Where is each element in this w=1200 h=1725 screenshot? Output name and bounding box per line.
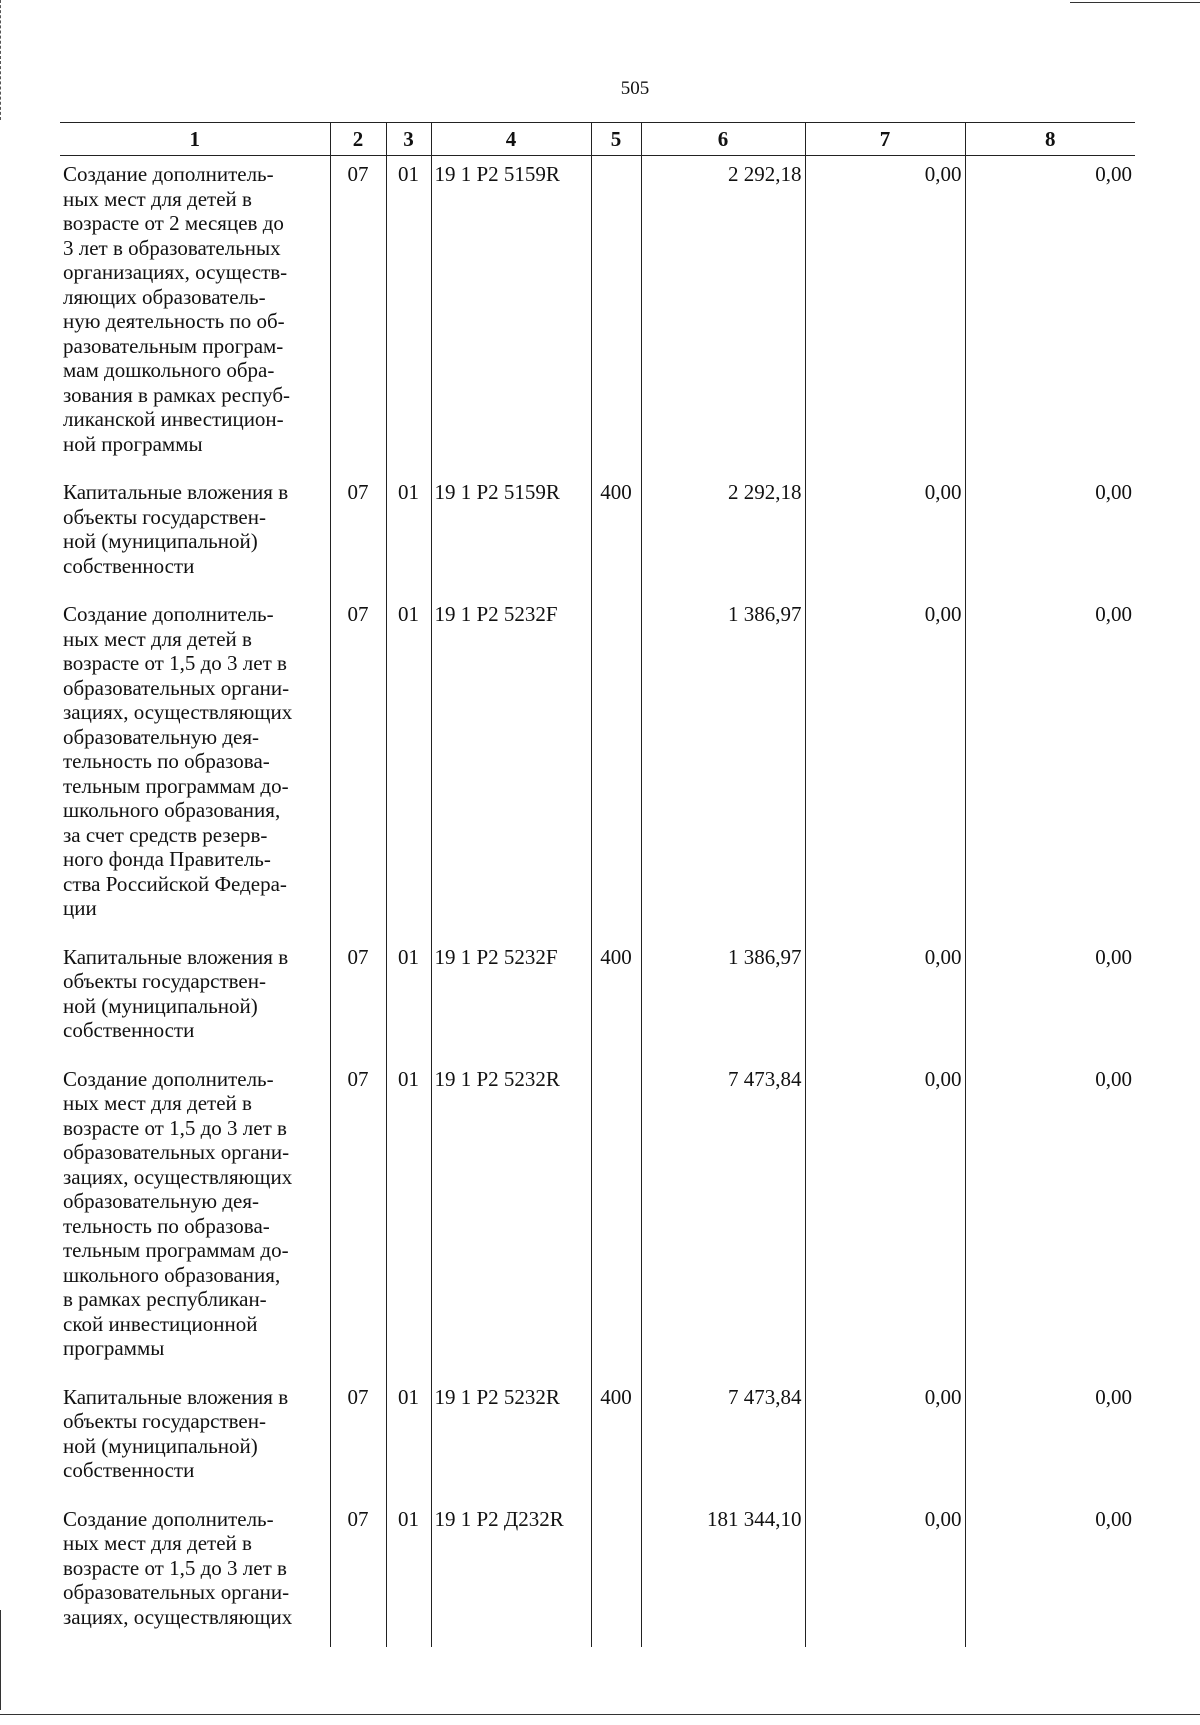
row-section: 07 [330, 1379, 386, 1501]
row-amount-6: 2 292,18 [641, 156, 805, 475]
row-name: Капитальные вложения в объекты государствен- ной (муниципальной) собственности [60, 1379, 330, 1501]
row-expense-type: 400 [591, 939, 641, 1061]
column-header-1: 1 [60, 123, 330, 156]
row-amount-6: 2 292,18 [641, 474, 805, 596]
row-name: Создание дополнитель- ных мест для детей в возрасте от 1,5 до 3 лет в образовательных органи- зациях, осуществляющих образовательную дея- тельность по образова- тельным программам до- школьного образования, за счет средств резерв- ного фонда Правитель- ства Российской Федера- ции [60, 596, 330, 939]
row-target-code: 19 1 P2 5159R [431, 156, 591, 475]
row-section: 07 [330, 1501, 386, 1648]
row-section: 07 [330, 939, 386, 1061]
table-row [60, 1379, 1135, 1501]
column-header-7: 7 [805, 123, 965, 156]
row-target-code: 19 1 P2 5232R [431, 1061, 591, 1379]
row-section: 07 [330, 474, 386, 596]
row-expense-type [591, 1061, 641, 1379]
column-header-8: 8 [965, 123, 1135, 156]
row-amount-7: 0,00 [805, 596, 965, 939]
row-subsection: 01 [386, 1379, 431, 1501]
table-row [60, 1501, 1135, 1648]
page-number: 505 [620, 78, 650, 99]
scan-edge-left-bottom [0, 1610, 1, 1710]
row-subsection: 01 [386, 1061, 431, 1379]
row-amount-7: 0,00 [805, 1061, 965, 1379]
row-section: 07 [330, 596, 386, 939]
row-expense-type [591, 596, 641, 939]
row-name: Создание дополнитель- ных мест для детей в возрасте от 1,5 до 3 лет в образовательных органи- зациях, осуществляющих [60, 1501, 330, 1648]
row-subsection: 01 [386, 156, 431, 475]
row-target-code: 19 1 P2 Д232R [431, 1501, 591, 1648]
row-subsection: 01 [386, 474, 431, 596]
row-subsection: 01 [386, 939, 431, 1061]
row-expense-type [591, 156, 641, 475]
budget-table [60, 122, 1135, 1647]
scan-edge-left [0, 0, 1, 120]
row-amount-7: 0,00 [805, 156, 965, 475]
row-amount-8: 0,00 [965, 1061, 1135, 1379]
header-row [60, 123, 1135, 156]
table-row [60, 596, 1135, 939]
row-amount-8: 0,00 [965, 1501, 1135, 1648]
scan-edge-bottom [0, 1714, 1200, 1715]
table-row [60, 474, 1135, 596]
row-target-code: 19 1 P2 5159R [431, 474, 591, 596]
row-amount-6: 1 386,97 [641, 596, 805, 939]
table-row [60, 156, 1135, 475]
row-amount-8: 0,00 [965, 156, 1135, 475]
row-amount-6: 7 473,84 [641, 1379, 805, 1501]
column-header-2: 2 [330, 123, 386, 156]
row-amount-7: 0,00 [805, 474, 965, 596]
table-row [60, 939, 1135, 1061]
row-expense-type: 400 [591, 1379, 641, 1501]
column-header-6: 6 [641, 123, 805, 156]
row-amount-8: 0,00 [965, 596, 1135, 939]
table-row [60, 1061, 1135, 1379]
row-section: 07 [330, 1061, 386, 1379]
row-target-code: 19 1 P2 5232R [431, 1379, 591, 1501]
row-amount-7: 0,00 [805, 1379, 965, 1501]
column-header-5: 5 [591, 123, 641, 156]
row-target-code: 19 1 P2 5232F [431, 596, 591, 939]
row-target-code: 19 1 P2 5232F [431, 939, 591, 1061]
row-name: Создание дополнитель- ных мест для детей в возрасте от 1,5 до 3 лет в образовательных органи- зациях, осуществляющих образовательную дея- тельность по образова- тельным программам до- школьного образования, в рамках республикан- ской инвестиционной программы [60, 1061, 330, 1379]
scan-edge-top [1070, 2, 1200, 3]
column-header-4: 4 [431, 123, 591, 156]
row-subsection: 01 [386, 1501, 431, 1648]
row-amount-6: 181 344,10 [641, 1501, 805, 1648]
row-amount-7: 0,00 [805, 1501, 965, 1648]
column-header-3: 3 [386, 123, 431, 156]
row-name: Капитальные вложения в объекты государствен- ной (муниципальной) собственности [60, 474, 330, 596]
row-amount-6: 7 473,84 [641, 1061, 805, 1379]
row-amount-8: 0,00 [965, 939, 1135, 1061]
row-expense-type: 400 [591, 474, 641, 596]
row-amount-6: 1 386,97 [641, 939, 805, 1061]
row-name: Капитальные вложения в объекты государствен- ной (муниципальной) собственности [60, 939, 330, 1061]
row-expense-type [591, 1501, 641, 1648]
row-amount-8: 0,00 [965, 1379, 1135, 1501]
row-name: Создание дополнитель- ных мест для детей в возрасте от 2 месяцев до 3 лет в образовательных организациях, осуществ- ляющих образователь- ную деятельность по об- разовательным програм- мам дошкольного обра- зования в рамках респуб- ликанской инвестицион- ной программы [60, 156, 330, 475]
row-section: 07 [330, 156, 386, 475]
row-amount-7: 0,00 [805, 939, 965, 1061]
row-subsection: 01 [386, 596, 431, 939]
row-amount-8: 0,00 [965, 474, 1135, 596]
